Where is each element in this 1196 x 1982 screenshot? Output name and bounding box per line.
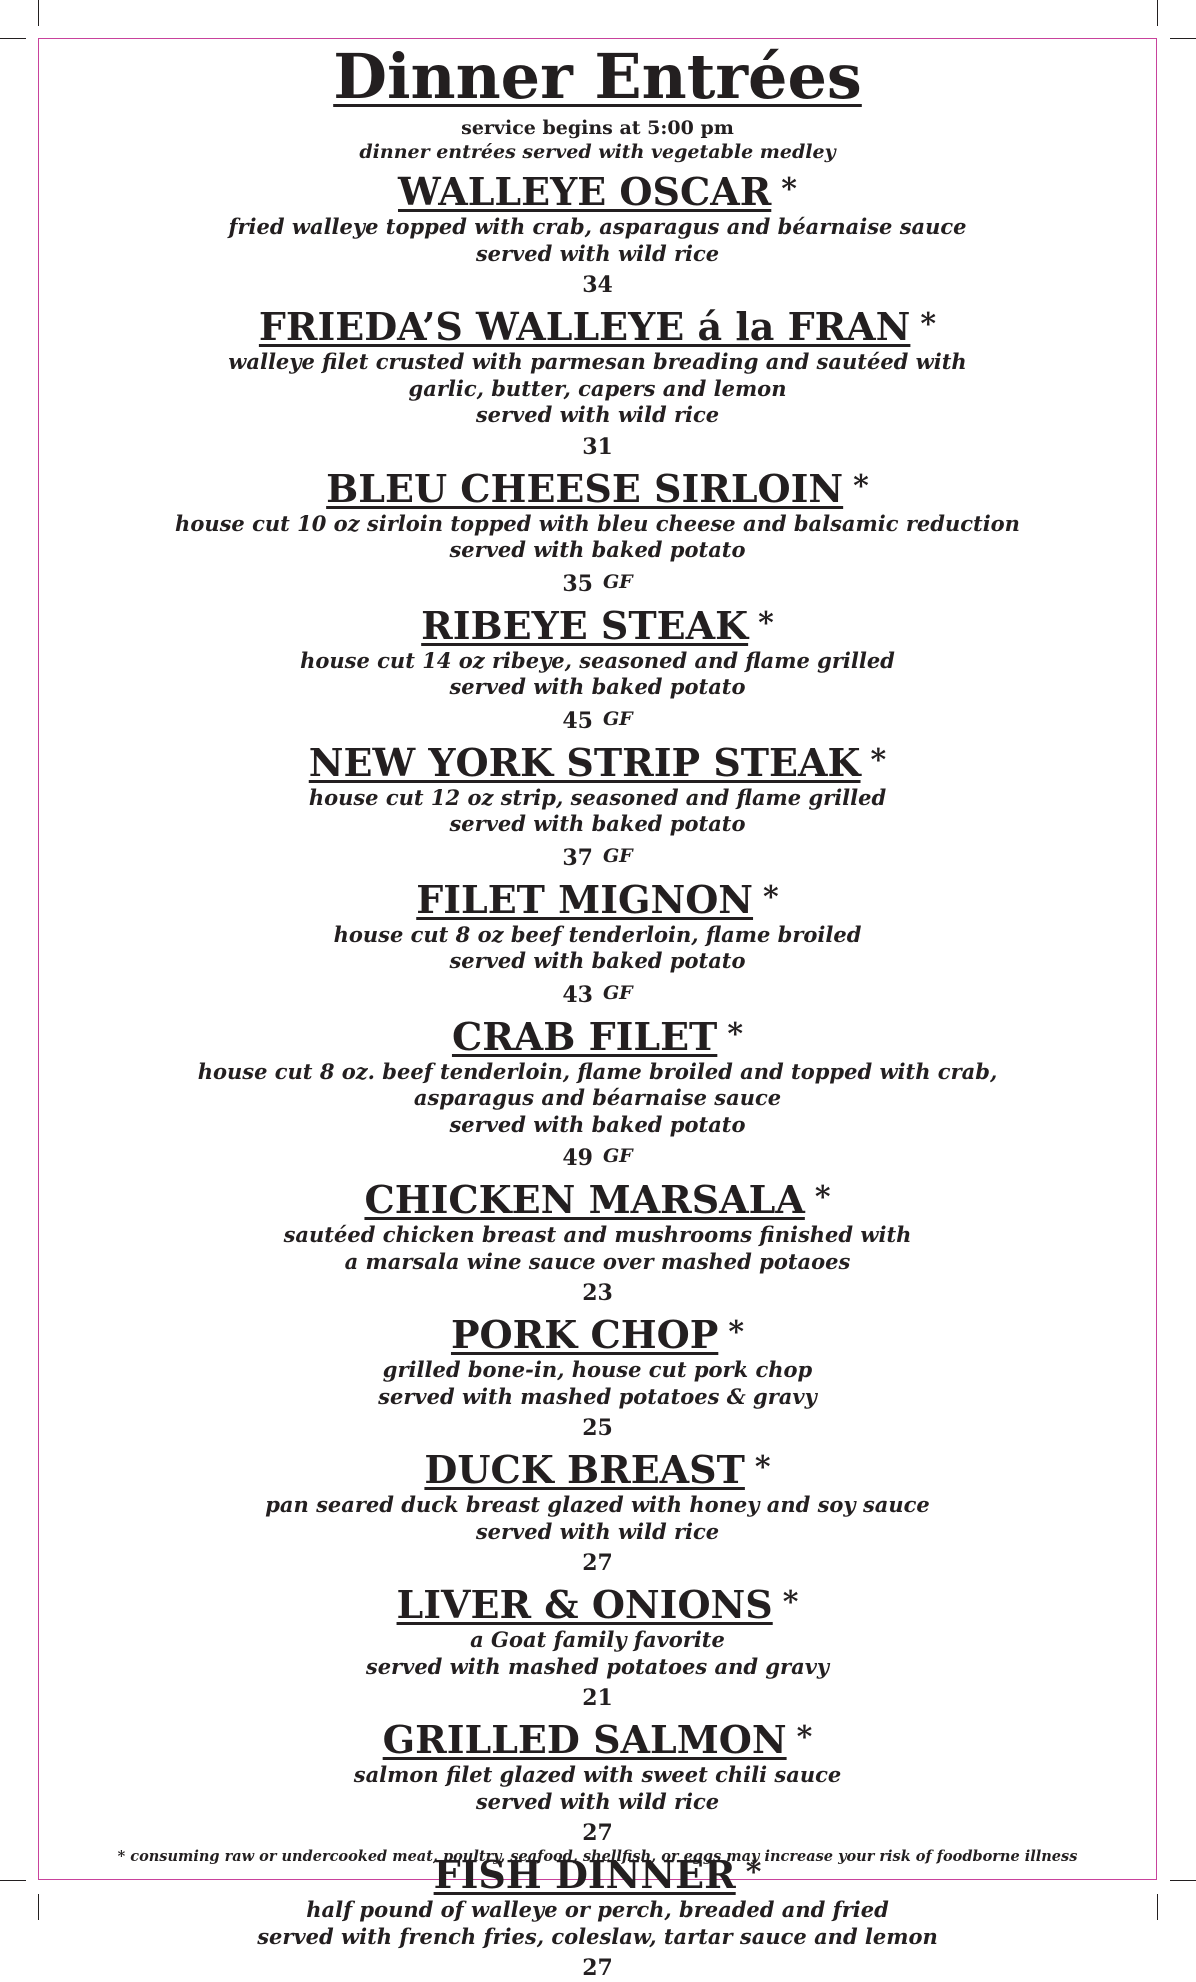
raw-warning-asterisk: * — [870, 742, 887, 778]
menu-item-name: GRILLED SALMON — [382, 1717, 787, 1762]
gluten-free-badge: GF — [602, 844, 633, 867]
gluten-free-badge: GF — [602, 981, 633, 1004]
gluten-free-badge: GF — [602, 570, 633, 593]
crop-mark-bottom-left-h — [0, 1880, 26, 1881]
menu-item-name: RIBEYE STEAK — [421, 602, 749, 648]
gluten-free-badge: GF — [602, 1145, 633, 1167]
menu-item-price: 27 — [582, 1550, 613, 1576]
menu-item-description: pan seared duck breast glazed with honey and soy sauce — [265, 1492, 930, 1517]
menu-item-description: salmon filet glazed with sweet chili sauce — [353, 1762, 842, 1787]
menu-item-name: FILET MIGNON — [416, 876, 754, 922]
menu-item-description: house cut 12 oz strip, seasoned and flame grilled — [308, 784, 887, 810]
menu-item-heading — [40, 465, 1155, 511]
gluten-free-badge: GF — [602, 707, 633, 730]
menu-item-heading — [40, 1176, 1155, 1222]
menu-item — [40, 168, 1155, 299]
menu-item-heading — [40, 739, 1155, 785]
menu-item-name: FRIEDA’S WALLEYE á la FRAN — [258, 304, 911, 349]
menu-item-price-line — [40, 1142, 1155, 1172]
menu-item-heading — [40, 602, 1155, 648]
menu-item-description: served with wild rice — [475, 240, 720, 266]
menu-item-heading — [40, 1716, 1155, 1762]
raw-warning-asterisk: * — [853, 468, 869, 504]
menu-item-description: asparagus and béarnaise sauce — [413, 1085, 782, 1110]
menu-item-price-line — [40, 271, 1155, 299]
menu-item-heading — [40, 168, 1155, 214]
raw-warning-asterisk: * — [763, 879, 779, 915]
menu-item-description: served with wild rice — [475, 402, 720, 427]
menu-item-price: 43 — [562, 981, 593, 1008]
menu-item-price-line — [40, 1279, 1155, 1307]
menu-item-heading — [40, 303, 1155, 349]
menu-item-price: 49 — [562, 1145, 593, 1171]
menu-item-description: walleye filet crusted with parmesan breading and sautéed with — [228, 349, 967, 374]
menu-item-description: served with mashed potatoes and gravy — [365, 1653, 830, 1679]
menu-item-price-line — [40, 1414, 1155, 1442]
menu-item-name: CHICKEN MARSALA — [364, 1177, 805, 1222]
crop-mark-top-right-h — [1170, 38, 1196, 39]
menu-items-list — [40, 168, 1155, 1982]
menu-item-description: grilled bone-in, house cut pork chop — [382, 1357, 813, 1382]
raw-warning-asterisk: * — [781, 172, 797, 207]
menu-item-price-line — [40, 433, 1155, 461]
crop-mark-bottom-right-v — [1157, 1894, 1158, 1920]
menu-item — [40, 1013, 1155, 1173]
menu-item-description: served with baked potato — [449, 674, 746, 699]
menu-item-name: FISH DINNER — [433, 1852, 736, 1897]
menu-item-description: served with baked potato — [449, 948, 746, 973]
menu-item — [40, 1311, 1155, 1442]
menu-item-description: garlic, butter, capers and lemon — [408, 375, 787, 401]
menu-item-description: fried walleye topped with crab, asparagus and béarnaise sauce — [228, 214, 967, 239]
menu-item-description: served with baked potato — [449, 1111, 746, 1137]
menu-item-price-line — [40, 1954, 1155, 1982]
menu-item-description: sautéed chicken breast and mushrooms finished with — [283, 1222, 912, 1247]
raw-warning-asterisk: * — [754, 1450, 771, 1485]
crop-mark-top-left-v — [38, 0, 39, 26]
menu-item-price: 21 — [582, 1685, 613, 1711]
menu-item-price: 27 — [582, 1955, 613, 1981]
menu-item-description: served with wild rice — [475, 1518, 720, 1544]
page-title: Dinner Entrées — [333, 40, 862, 113]
menu-item — [40, 1851, 1155, 1982]
crop-mark-top-right-v — [1157, 0, 1158, 26]
menu-item-price: 45 — [562, 707, 593, 734]
crop-mark-top-left-h — [0, 38, 26, 39]
menu-item-name: DUCK BREAST — [424, 1447, 745, 1492]
menu-item-heading — [40, 1446, 1155, 1492]
menu-item — [40, 1176, 1155, 1307]
menu-item — [40, 303, 1155, 461]
menu-item — [40, 602, 1155, 735]
menu-item-description: a marsala wine sauce over mashed potaoes — [344, 1248, 851, 1274]
menu-item — [40, 739, 1155, 872]
menu-item-name: CRAB FILET — [451, 1013, 718, 1059]
menu-item-description: house cut 14 oz ribeye, seasoned and flame grilled — [300, 647, 895, 673]
menu-item-price: 35 — [562, 570, 593, 597]
raw-warning-asterisk: * — [796, 1720, 813, 1755]
foodborne-illness-disclaimer: * consuming raw or undercooked meat, poultry, seafood, shellfish, or eggs may increase your risk of foodborne illness — [117, 1848, 1078, 1865]
crop-mark-bottom-left-v — [38, 1894, 39, 1920]
raw-warning-asterisk: * — [745, 1855, 762, 1890]
raw-warning-asterisk: * — [782, 1585, 799, 1620]
menu-item-description: house cut 10 oz sirloin topped with bleu cheese and balsamic reduction — [175, 510, 1020, 536]
menu-item-description: served with baked potato — [449, 811, 746, 836]
raw-warning-asterisk: * — [728, 1315, 745, 1350]
menu-item-heading — [40, 1013, 1155, 1059]
entree-note: dinner entrées served with vegetable medley — [359, 141, 836, 163]
menu-item — [40, 1446, 1155, 1577]
menu-item-price: 25 — [582, 1415, 613, 1441]
menu-item — [40, 465, 1155, 598]
menu-item-name: PORK CHOP — [450, 1312, 719, 1357]
menu-item-name: BLEU CHEESE SIRLOIN — [326, 465, 844, 511]
menu-item-description: house cut 8 oz. beef tenderloin, flame broiled and topped with crab, — [197, 1058, 998, 1084]
menu-item-description: served with mashed potatoes & gravy — [378, 1383, 817, 1409]
crop-mark-bottom-right-h — [1170, 1880, 1196, 1881]
menu-item-description: a Goat family favorite — [470, 1627, 725, 1652]
menu-item-price: 23 — [582, 1280, 613, 1306]
menu-item-price: 37 — [562, 844, 593, 871]
menu-item-price-line — [40, 705, 1155, 735]
menu-item — [40, 876, 1155, 1009]
menu-item-price-line — [40, 1819, 1155, 1847]
menu-item-name: LIVER & ONIONS — [396, 1582, 773, 1627]
menu-item-name: WALLEYE OSCAR — [397, 169, 772, 214]
menu-item-price-line — [40, 568, 1155, 598]
menu-item-heading — [40, 1311, 1155, 1357]
service-time: service begins at 5:00 pm — [461, 117, 734, 139]
raw-warning-asterisk: * — [758, 605, 774, 641]
menu-item-price-line — [40, 1684, 1155, 1712]
raw-warning-asterisk: * — [814, 1180, 831, 1215]
menu-item-name: NEW YORK STRIP STEAK — [308, 739, 861, 785]
menu-item-description: served with french fries, coleslaw, tartar sauce and lemon — [257, 1923, 938, 1949]
menu-item — [40, 1581, 1155, 1712]
menu-item-price: 31 — [582, 433, 613, 460]
menu-item-description: house cut 8 oz beef tenderloin, flame broiled — [333, 921, 862, 947]
menu-page — [40, 40, 1155, 1982]
menu-item-price: 34 — [582, 272, 613, 298]
menu-item-price-line — [40, 979, 1155, 1009]
menu-item-price: 27 — [582, 1820, 613, 1846]
menu-item-heading — [40, 876, 1155, 922]
menu-item-description: served with wild rice — [475, 1788, 720, 1814]
menu-item-description: served with baked potato — [449, 537, 746, 562]
menu-item-description: half pound of walleye or perch, breaded and fried — [306, 1897, 889, 1922]
menu-item-heading — [40, 1581, 1155, 1627]
raw-warning-asterisk: * — [920, 307, 937, 342]
raw-warning-asterisk: * — [727, 1016, 744, 1052]
menu-item-price-line — [40, 842, 1155, 872]
menu-item — [40, 1716, 1155, 1847]
menu-item-price-line — [40, 1549, 1155, 1577]
